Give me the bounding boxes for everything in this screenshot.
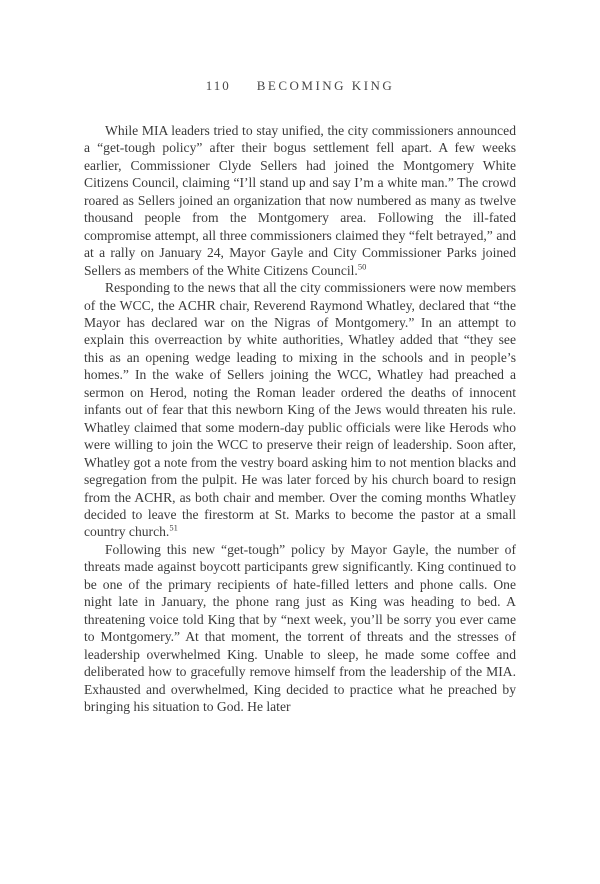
paragraph-1 <box>84 122 516 279</box>
running-header <box>84 78 516 94</box>
page-number: 110 <box>205 78 231 93</box>
paragraph-2 <box>84 279 516 541</box>
paragraph-2-text: Responding to the news that all the city commissioners were now members of the WCC, the ACHR chair, Reverend Raymond Whatley, declared that “the Mayor has declared war on the Nigras of Montgomery.” In an attempt to explain this overreaction by white authorities, Whatley added that “they see this as an opening wedge leading to mixing in the schools and in people’s homes.” In the wake of Sellers joining the WCC, Whatley had preached a sermon on Herod, noting the Roman leader ordered the deaths of innocent infants out of fear that this newborn King of the Jews would threaten his rule. Whatley claimed that some modern-day public officials were like Herods who were willing to join the WCC to preserve their reign of leadership. Soon after, Whatley got a note from the vestry board asking him to not mention blacks and segregation from the pulpit. He was later forced by his church board to resign from the ACHR, as both chair and member. Over the coming months Whatley decided to leave the firestorm at St. Marks to become the pastor at a small country church. <box>84 280 516 540</box>
paragraph-3-text: Following this new “get-tough” policy by Mayor Gayle, the number of threats made against boycott participants grew significantly. King continued to be one of the primary recipients of hate-filled letters and phone calls. One night late in January, the phone rang just as King was heading to bed. A threatening voice told King that by “next week, you’ll be sorry you ever came to Montgomery.” At that moment, the torrent of threats and the stresses of leadership overwhelmed King. Unable to sleep, he made some coffee and deliberated how to gracefully remove himself from the leadership of the MIA. Exhausted and overwhelmed, King decided to practice what he preached by bringing his situation to God. He later <box>84 541 516 714</box>
book-title: BECOMING KING <box>256 78 395 93</box>
footnote-marker-51: 51 <box>169 522 178 533</box>
paragraph-3 <box>84 541 516 716</box>
page-body <box>84 122 516 715</box>
footnote-marker-50: 50 <box>357 261 367 272</box>
paragraph-1-text: While MIA leaders tried to stay unified, the city commissioners announced a “get-tough policy” after their bogus settlement fell apart. A few weeks earlier, Commissioner Clyde Sellers had joined the Montgomery White Citizens Council, claiming “I’ll stand up and say I’m a white man.” The crowd roared as Sellers joined an organization that now numbered as many as twelve thousand people from the Montgomery area. Following the ill-fated compromise attempt, all three commissioners claimed they “felt betrayed,” and at a rally on January 24, Mayor Gayle and City Commissioner Parks joined Sellers as members of the White Citizens Council. <box>84 123 516 278</box>
